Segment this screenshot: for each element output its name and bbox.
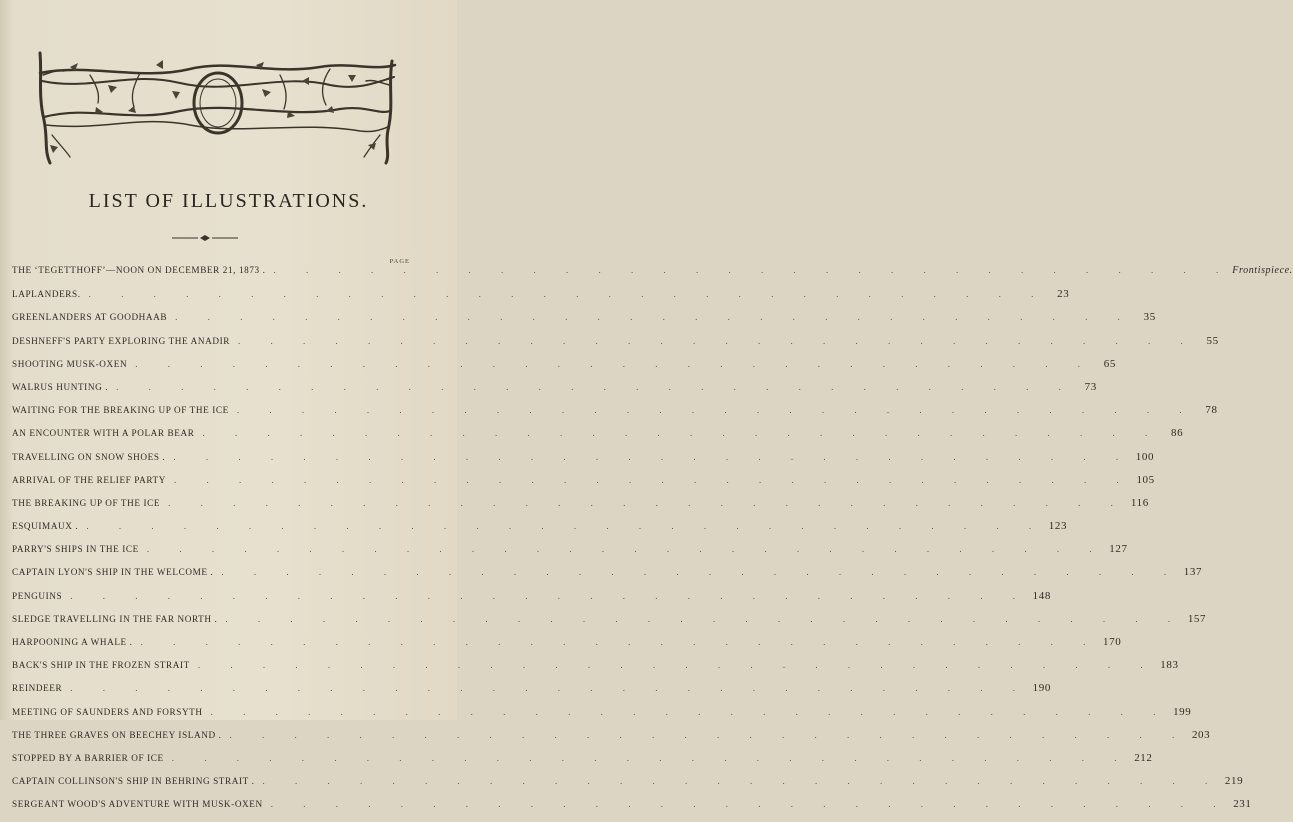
- dot-leader: . . . . . . . . . . . . . . . . . . . . . . . . . . . . . .: [236, 405, 1196, 416]
- dot-leader: . . . . . . . . . . . . . . . . . . . . . . . . . . . . . .: [237, 335, 1197, 346]
- list-item: [12, 566, 1203, 589]
- dot-leader: . . . . . . . . . . . . . . . . . . . . . . . . . . . . . .: [171, 752, 1131, 763]
- page-number: 123: [1048, 520, 1068, 533]
- page-number: 78: [1205, 404, 1218, 417]
- illustration-title: CAPTAIN COLLINSON'S SHIP IN BEHRING STRAIT .: [12, 776, 255, 787]
- list-item: [12, 288, 1070, 311]
- page-number: 73: [1084, 380, 1097, 393]
- page-number: 219: [1224, 775, 1244, 788]
- page-number: 190: [1032, 682, 1051, 695]
- list-item: [12, 427, 1184, 450]
- page-number: 35: [1143, 311, 1156, 324]
- page-number: 86: [1171, 427, 1184, 440]
- page-number: 55: [1206, 334, 1219, 347]
- list-item: [12, 496, 1149, 520]
- illustration-title: AN ENCOUNTER WITH A POLAR BEAR: [12, 428, 195, 439]
- list-item: [12, 682, 1051, 705]
- page-number: 127: [1109, 543, 1128, 556]
- page-number: 183: [1160, 659, 1179, 672]
- page-number: 116: [1130, 496, 1149, 509]
- dot-leader: . . . . . . . . . . . . . . . . . . . . . . . . . . . . . .: [202, 428, 1162, 439]
- list-item: [12, 311, 1156, 334]
- list-item: [12, 334, 1219, 358]
- dot-leader: . . . . . . . . . . . . . . . . . . . . . . . . . . . . . .: [88, 289, 1048, 300]
- illustration-title: ARRIVAL OF THE RELIEF PARTY: [12, 474, 166, 485]
- illustration-title: DESHNEFF'S PARTY EXPLORING THE ANADIR: [12, 335, 230, 346]
- page-number: 65: [1103, 357, 1116, 370]
- dot-leader: . . . . . . . . . . . . . . . . . . . . . . . . . . . . . .: [175, 312, 1134, 323]
- illustration-title: SERGEANT WOOD'S ADVENTURE WITH MUSK-OXEN: [12, 799, 263, 810]
- page-number: 137: [1183, 566, 1203, 579]
- list-item: [12, 357, 1116, 381]
- dot-leader: . . . . . . . . . . . . . . . . . . . . . . . . . . . . . .: [146, 544, 1106, 555]
- illustration-title: THE BREAKING UP OF THE ICE: [12, 497, 161, 508]
- illustration-title: ESQUIMAUX .: [12, 521, 79, 532]
- list-item: [12, 636, 1122, 659]
- list-item: [12, 612, 1207, 636]
- illustration-title: WALRUS HUNTING .: [12, 381, 109, 392]
- illustration-title: CAPTAIN LYON'S SHIP IN THE WELCOME .: [12, 567, 214, 578]
- dot-leader: . . . . . . . . . . . . . . . . . . . . . . . . . . . . . .: [135, 358, 1094, 369]
- page-number: 100: [1135, 450, 1155, 463]
- dot-leader: . . . . . . . . . . . . . . . . . . . . . . . . . . . . . .: [174, 474, 1133, 485]
- dot-leader: . . . . . . . . . . . . . . . . . . . . . . . . . . . . . .: [70, 683, 1029, 694]
- illustration-title: HARPOONING A WHALE .: [12, 637, 133, 647]
- page-number: 199: [1173, 705, 1192, 718]
- page-column-header: PAGE: [389, 258, 410, 265]
- dot-leader: . . . . . . . . . . . . . . . . . . . . . . . . . . . . . .: [273, 265, 1233, 275]
- dot-leader: . . . . . . . . . . . . . . . . . . . . . . . . . . . . . .: [197, 660, 1157, 671]
- illustrations-list: [12, 265, 1293, 822]
- dot-leader: . . . . . . . . . . . . . . . . . . . . . . . . . . . . . .: [221, 567, 1181, 578]
- list-item: [12, 798, 1252, 821]
- dot-leader: . . . . . . . . . . . . . . . . . . . . . . . . . . . . . .: [86, 521, 1046, 532]
- page-title: LIST OF ILLUSTRATIONS.: [88, 190, 369, 212]
- illustration-title: STOPPED BY A BARRIER OF ICE: [12, 752, 164, 763]
- page-number: 105: [1136, 473, 1155, 486]
- page-number: 170: [1103, 636, 1122, 648]
- list-item: [12, 775, 1244, 798]
- illustration-title: LAPLANDERS.: [12, 289, 81, 300]
- illustration-title: TRAVELLING ON SNOW SHOES .: [12, 451, 166, 462]
- list-item: [12, 450, 1155, 474]
- title-divider-ornament: [170, 232, 240, 244]
- list-item: [12, 589, 1051, 613]
- list-item: [12, 728, 1211, 752]
- dot-leader: . . . . . . . . . . . . . . . . . . . . . . . . . . . . . .: [70, 590, 1029, 601]
- illustration-title: WAITING FOR THE BREAKING UP OF THE ICE: [12, 405, 229, 416]
- list-item: [12, 659, 1179, 682]
- dot-leader: . . . . . . . . . . . . . . . . . . . . . . . . . . . . . .: [262, 776, 1222, 787]
- list-item: [12, 543, 1128, 566]
- list-item: [12, 751, 1153, 775]
- list-item: [12, 265, 1293, 288]
- dot-leader: . . . . . . . . . . . . . . . . . . . . . . . . . . . . . .: [270, 799, 1230, 810]
- dot-leader: . . . . . . . . . . . . . . . . . . . . . . . . . . . . . .: [168, 497, 1127, 508]
- illustration-title: REINDEER: [12, 683, 63, 694]
- list-item: [12, 473, 1155, 497]
- illustration-title: MEETING OF SAUNDERS AND FORSYTH: [12, 706, 203, 717]
- illustration-title: PENGUINS: [12, 590, 63, 601]
- list-item: [12, 404, 1218, 427]
- illustration-title: THE THREE GRAVES ON BEECHEY ISLAND .: [12, 729, 222, 740]
- illustration-title: PARRY'S SHIPS IN THE ICE: [12, 544, 139, 555]
- dot-leader: . . . . . . . . . . . . . . . . . . . . . . . . . . . . . .: [140, 637, 1100, 647]
- list-item: [12, 705, 1192, 729]
- page-number: 23: [1057, 288, 1070, 301]
- dot-leader: . . . . . . . . . . . . . . . . . . . . . . . . . . . . . .: [116, 381, 1075, 392]
- list-item: [12, 380, 1097, 404]
- list-item: [12, 520, 1068, 543]
- page-number: 231: [1233, 798, 1252, 811]
- illustration-title: SHOOTING MUSK-OXEN: [12, 358, 128, 369]
- dot-leader: . . . . . . . . . . . . . . . . . . . . . . . . . . . . . .: [225, 613, 1185, 624]
- page-number: 212: [1134, 751, 1153, 764]
- illustration-title: SLEDGE TRAVELLING IN THE FAR NORTH .: [12, 613, 218, 624]
- branch-ornament-illustration: [30, 45, 405, 165]
- dot-leader: . . . . . . . . . . . . . . . . . . . . . . . . . . . . . .: [210, 706, 1170, 717]
- illustration-title: THE ‘TEGETTHOFF’—NOON ON DECEMBER 21, 1873 .: [12, 265, 266, 275]
- page-number: 157: [1187, 612, 1207, 625]
- dot-leader: . . . . . . . . . . . . . . . . . . . . . . . . . . . . . .: [173, 451, 1133, 462]
- page-number: 148: [1032, 589, 1051, 602]
- page-number: 203: [1191, 728, 1211, 741]
- illustration-title: BACK'S SHIP IN THE FROZEN STRAIT: [12, 660, 190, 671]
- page-number: Frontispiece.: [1232, 265, 1293, 276]
- illustration-title: GREENLANDERS AT GOODHAAB: [12, 312, 168, 323]
- dot-leader: . . . . . . . . . . . . . . . . . . . . . . . . . . . . . .: [229, 729, 1189, 740]
